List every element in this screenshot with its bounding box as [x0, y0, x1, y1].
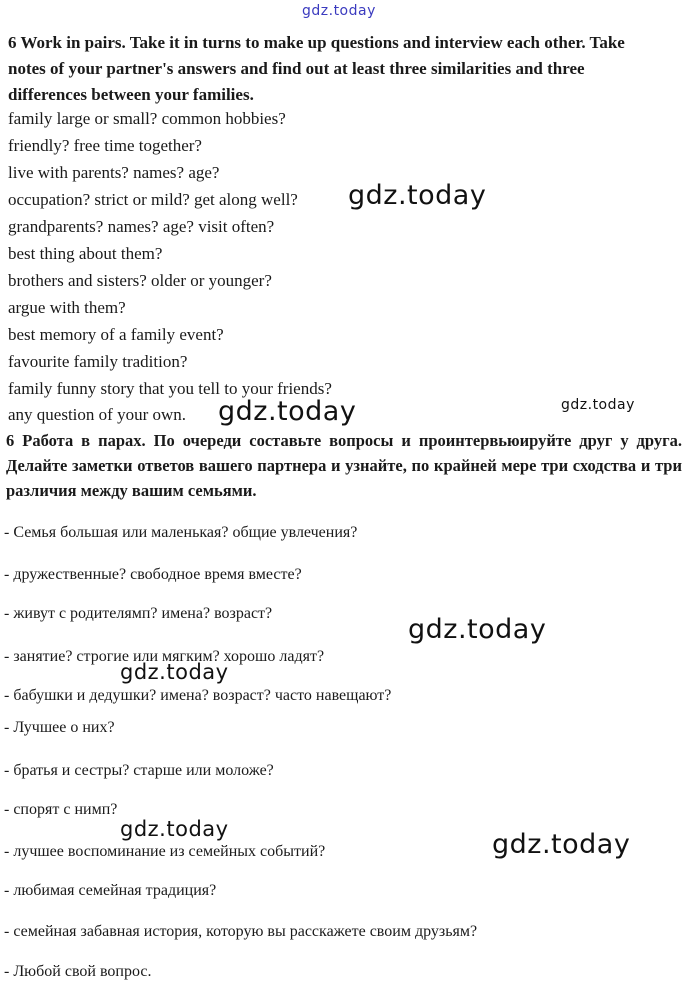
question-item-en: family funny story that you tell to your friends? [8, 379, 332, 398]
question-item-en: favourite family tradition? [8, 352, 188, 371]
question-item-ru: - Лучшее о них? [4, 719, 115, 736]
watermark: gdz.today [348, 180, 487, 211]
exercise-heading-ru: 6 Работа в парах. По очереди составьте вопросы и проинтервьюируйте друг у друга. Делайте заметки ответов вашего партнера и узнайте, по крайней мере три сходства и три различия между вашим семьями. [6, 431, 682, 500]
question-item-ru: - братья и сестры? старше или моложе? [4, 762, 274, 779]
question-item-ru: - дружественные? свободное время вместе? [4, 566, 302, 583]
question-item-en: grandparents? names? age? visit often? [8, 217, 275, 236]
question-item-ru: - семейная забавная история, которую вы расскажете своим друзьям? [4, 923, 478, 940]
question-item-en: any question of your own. [8, 405, 187, 424]
watermark: gdz.today [561, 397, 635, 413]
question-item-en: friendly? free time together? [8, 136, 202, 155]
watermark: gdz.today [408, 614, 547, 645]
question-item-en: live with parents? names? age? [8, 163, 220, 182]
question-item-en: brothers and sisters? older or younger? [8, 271, 272, 290]
watermark: gdz.today [492, 829, 631, 860]
watermark-top: gdz.today [302, 3, 376, 19]
question-item-en: best thing about them? [8, 244, 163, 263]
question-item-ru: - Любой свой вопрос. [4, 963, 152, 980]
question-item-ru: - Семья большая или маленькая? общие увлечения? [4, 524, 358, 541]
question-item-ru: - любимая семейная традиция? [4, 882, 217, 899]
question-item-ru: - спорят с нимп? [4, 801, 118, 818]
question-item-en: best memory of a family event? [8, 325, 224, 344]
question-item-ru: - живут с родителямп? имена? возраст? [4, 605, 273, 622]
question-item-ru: - занятие? строгие или мягким? хорошо ладят? [4, 648, 325, 665]
question-item-en: argue with them? [8, 298, 126, 317]
question-item-ru: - бабушки и дедушки? имена? возраст? часто навещают? [4, 687, 392, 704]
question-item-ru: - лучшее воспоминание из семейных событий? [4, 843, 326, 860]
question-item-en: family large or small? common hobbies? [8, 109, 286, 128]
watermark: gdz.today [120, 660, 229, 684]
exercise-heading-en: 6 Work in pairs. Take it in turns to make up questions and interview each other. Take notes of your partner's answers and find out at least three similarities and three differences between your families. [8, 33, 625, 104]
watermark: gdz.today [120, 817, 229, 841]
watermark: gdz.today [218, 396, 357, 427]
question-item-en: occupation? strict or mild? get along well? [8, 190, 298, 209]
